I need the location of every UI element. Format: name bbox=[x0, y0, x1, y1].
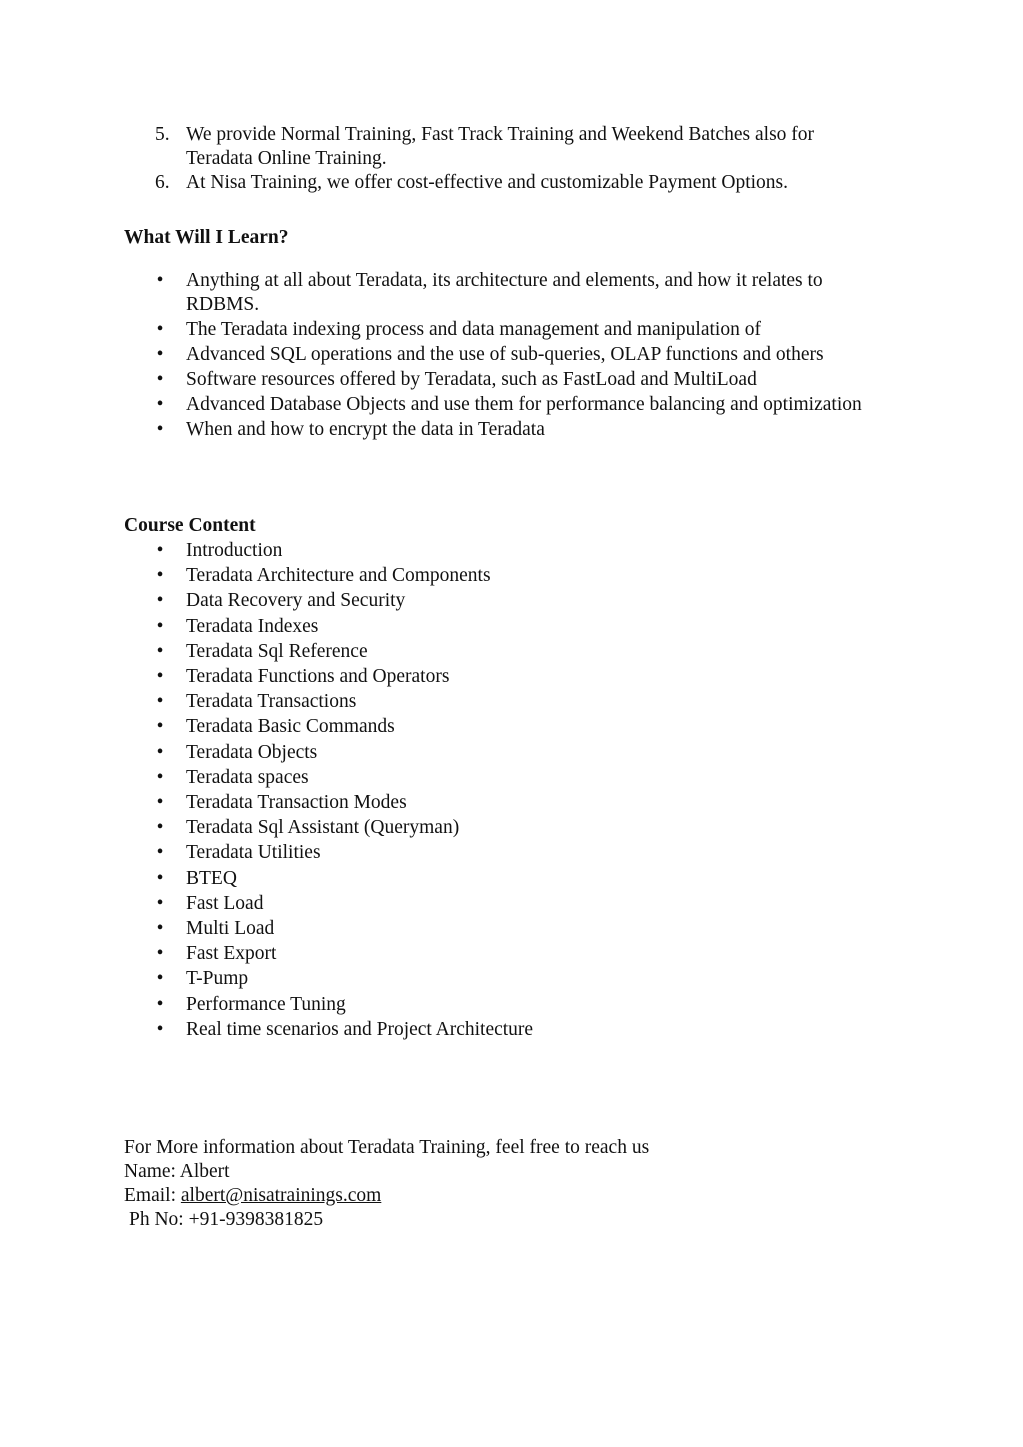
bullet-icon: • bbox=[156, 842, 164, 864]
bullet-icon: • bbox=[156, 918, 164, 940]
list-item bbox=[124, 368, 884, 392]
list-item bbox=[124, 393, 884, 417]
list-item-text: The Teradata indexing process and data management and manipulation of bbox=[186, 319, 761, 340]
list-item bbox=[124, 269, 884, 317]
list-item bbox=[124, 171, 884, 195]
email-label: Email: bbox=[124, 1185, 181, 1206]
course-section bbox=[124, 514, 884, 538]
list-item bbox=[124, 714, 884, 739]
contact-name: Name: Albert bbox=[124, 1161, 230, 1182]
intro-numbered-list bbox=[124, 123, 884, 195]
list-item-text: Teradata Architecture and Components bbox=[186, 565, 491, 587]
bullet-icon: • bbox=[156, 640, 164, 662]
list-item bbox=[124, 664, 884, 689]
list-item bbox=[124, 941, 884, 966]
list-item-text: Fast Load bbox=[186, 892, 264, 914]
bullet-icon: • bbox=[156, 565, 164, 587]
list-item bbox=[124, 765, 884, 790]
learn-heading: What Will I Learn? bbox=[124, 227, 289, 248]
bullet-icon: • bbox=[156, 892, 164, 914]
bullet-icon: • bbox=[156, 1018, 164, 1040]
bullet-icon: • bbox=[156, 716, 164, 738]
bullet-icon: • bbox=[156, 369, 164, 390]
list-item-text: Fast Export bbox=[186, 943, 277, 965]
bullet-icon: • bbox=[156, 270, 164, 291]
learn-section bbox=[124, 226, 884, 250]
bullet-icon: • bbox=[156, 741, 164, 763]
list-item-text: We provide Normal Training, Fast Track Training and Weekend Batches also for Teradata Online Training. bbox=[186, 124, 815, 169]
bullet-icon: • bbox=[156, 319, 164, 340]
list-item-text: Introduction bbox=[186, 540, 283, 561]
bullet-icon: • bbox=[156, 394, 164, 415]
list-item-text: Anything at all about Teradata, its architecture and elements, and how it relates to RDBMS. bbox=[186, 270, 823, 315]
bullet-icon: • bbox=[156, 419, 164, 440]
list-item bbox=[124, 639, 884, 664]
list-item bbox=[124, 563, 884, 588]
list-item-text: At Nisa Training, we offer cost-effective and customizable Payment Options. bbox=[186, 172, 789, 193]
bullet-icon: • bbox=[156, 993, 164, 1015]
list-item-text: Teradata Transaction Modes bbox=[186, 792, 407, 814]
bullet-icon: • bbox=[156, 590, 164, 612]
list-item-text: Software resources offered by Teradata, such as FastLoad and MultiLoad bbox=[186, 369, 757, 390]
list-item-text: T-Pump bbox=[186, 968, 249, 990]
list-item bbox=[124, 815, 884, 840]
list-item-text: Teradata Indexes bbox=[186, 615, 319, 637]
contact-block bbox=[124, 1136, 884, 1232]
list-item-text: Teradata spaces bbox=[186, 766, 309, 788]
bullet-icon: • bbox=[156, 691, 164, 713]
bullet-icon: • bbox=[156, 792, 164, 814]
email-link[interactable]: albert@nisatrainings.com bbox=[180, 1185, 382, 1206]
bullet-icon: • bbox=[156, 943, 164, 965]
list-item bbox=[124, 418, 884, 442]
list-item bbox=[124, 916, 884, 941]
list-item-text: Multi Load bbox=[186, 918, 275, 940]
list-item bbox=[124, 123, 884, 171]
bullet-icon: • bbox=[156, 968, 164, 990]
list-item bbox=[124, 891, 884, 916]
list-item-text: When and how to encrypt the data in Teradata bbox=[186, 419, 545, 440]
list-item-text: Performance Tuning bbox=[186, 993, 346, 1015]
list-item bbox=[124, 614, 884, 639]
course-list bbox=[124, 538, 884, 1042]
list-item-text: BTEQ bbox=[186, 867, 237, 889]
learn-list bbox=[124, 269, 884, 442]
course-list-wrapper bbox=[124, 538, 884, 1042]
list-item bbox=[124, 866, 884, 891]
contact-intro: For More information about Teradata Training, feel free to reach us bbox=[124, 1137, 650, 1158]
list-item-text: Teradata Sql Assistant (Queryman) bbox=[186, 817, 460, 839]
list-item bbox=[124, 689, 884, 714]
bullet-icon: • bbox=[156, 867, 164, 889]
list-item bbox=[124, 538, 884, 563]
list-item-text: Teradata Basic Commands bbox=[186, 716, 395, 738]
list-item-text: Teradata Functions and Operators bbox=[186, 666, 450, 688]
list-item bbox=[124, 588, 884, 613]
list-item bbox=[124, 966, 884, 991]
list-item-text: Advanced Database Objects and use them for performance balancing and optimization bbox=[186, 394, 862, 415]
learn-list-wrapper bbox=[124, 269, 884, 443]
list-item-text: Teradata Objects bbox=[186, 741, 318, 763]
list-item bbox=[124, 318, 884, 342]
list-number: 5. bbox=[155, 124, 170, 145]
list-item-text: Data Recovery and Security bbox=[186, 590, 406, 612]
contact-email-line bbox=[124, 1184, 884, 1208]
bullet-icon: • bbox=[156, 817, 164, 839]
list-number: 6. bbox=[155, 172, 170, 193]
list-item-text: Real time scenarios and Project Architecture bbox=[186, 1018, 534, 1040]
list-item-text: Teradata Sql Reference bbox=[186, 640, 368, 662]
bullet-icon: • bbox=[156, 615, 164, 637]
list-item bbox=[124, 992, 884, 1017]
list-item-text: Teradata Transactions bbox=[186, 691, 357, 713]
contact-phone: Ph No: +91-9398381825 bbox=[129, 1209, 324, 1230]
bullet-icon: • bbox=[156, 766, 164, 788]
list-item-text: Teradata Utilities bbox=[186, 842, 321, 864]
list-item bbox=[124, 740, 884, 765]
list-item bbox=[124, 790, 884, 815]
bullet-icon: • bbox=[156, 540, 164, 561]
list-item bbox=[124, 1017, 884, 1042]
course-heading: Course Content bbox=[124, 515, 256, 536]
bullet-icon: • bbox=[156, 344, 164, 365]
bullet-icon: • bbox=[156, 666, 164, 688]
list-item bbox=[124, 840, 884, 865]
list-item bbox=[124, 343, 884, 367]
list-item-text: Advanced SQL operations and the use of sub-queries, OLAP functions and others bbox=[186, 344, 824, 365]
